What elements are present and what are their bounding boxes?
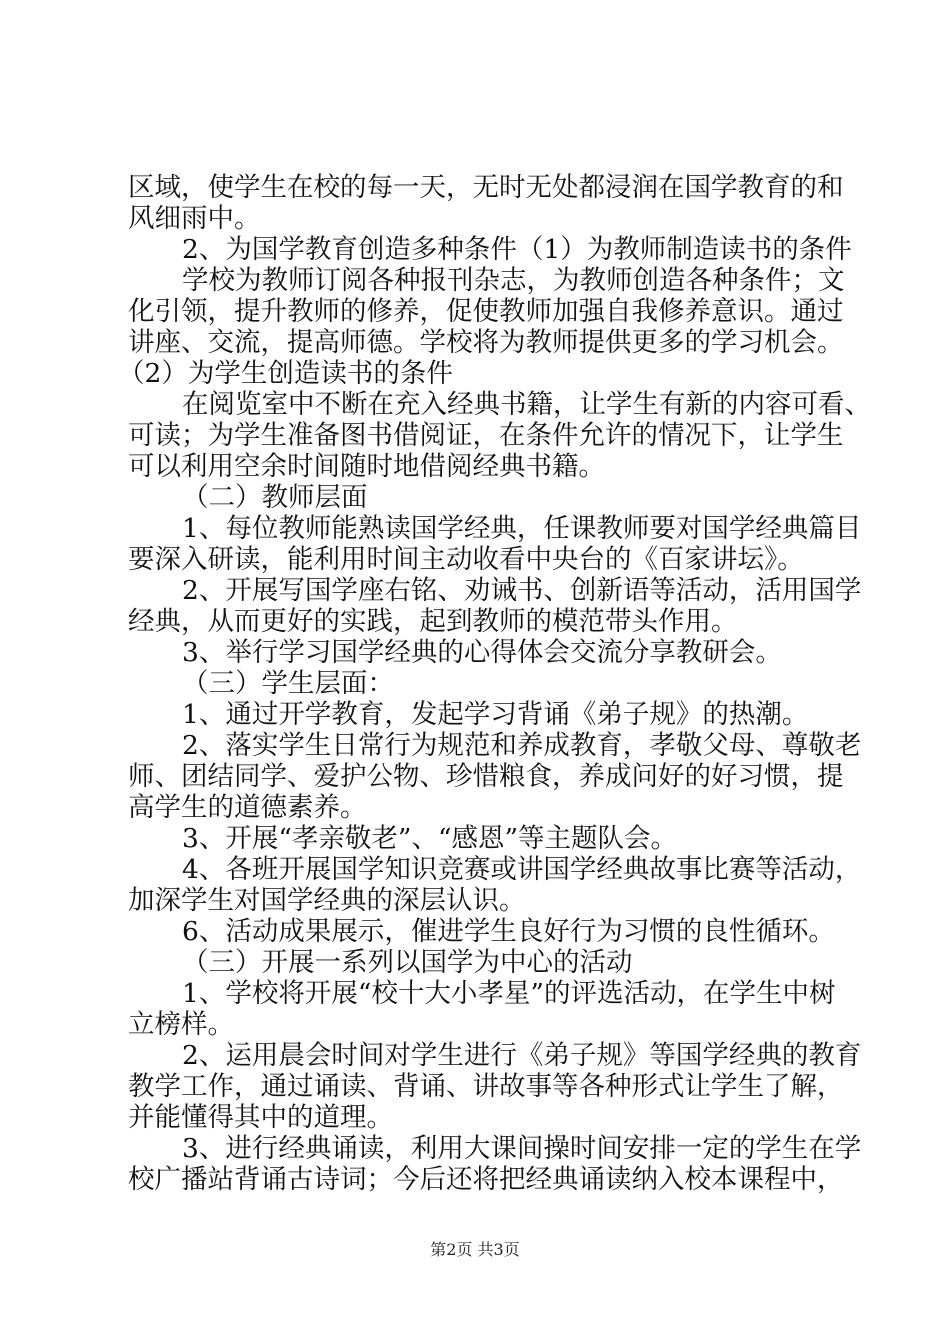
text-line: 高学生的道德素养。	[128, 792, 367, 823]
text-line: 6、活动成果展示，催进学生良好行为习惯的良性循环。	[182, 916, 835, 947]
text-line: 并能懂得其中的道理。	[128, 1102, 393, 1133]
text-line: 加深学生对国学经典的深层认识。	[128, 885, 526, 916]
text-line: 2、开展写国学座右铭、劝诫书、创新语等活动，活用国学	[182, 575, 862, 606]
document-body	[118, 172, 871, 1195]
text-line: 经典，从而更好的实践，起到教师的模范带头作用。	[128, 606, 738, 637]
text-line: 3、开展“孝亲敬老”、“感恩”等主题队会。	[182, 823, 678, 854]
text-line: 2、为国学教育创造多种条件（1）为教师制造读书的条件	[182, 234, 852, 265]
text-line: 在阅览室中不断在充入经典书籍，让学生有新的内容可看、	[182, 389, 871, 420]
text-line: 立榜样。	[128, 1009, 234, 1040]
text-line: 要深入研读，能利用时间主动收看中央台的《百家讲坛》。	[128, 544, 804, 575]
text-line: 2、运用晨会时间对学生进行《弟子规》等国学经典的教育	[182, 1040, 862, 1071]
text-line: （三）学生层面：	[182, 668, 394, 699]
text-line: 2、落实学生日常行为规范和养成教育，孝敬父母、尊敬老	[182, 730, 862, 761]
text-line: 3、举行学习国学经典的心得体会交流分享教研会。	[182, 637, 782, 668]
page-footer: 第2页 共3页	[430, 1240, 520, 1259]
text-line: 3、进行经典诵读，利用大课间操时间安排一定的学生在学	[182, 1133, 862, 1164]
text-line: 教学工作，通过诵读、背诵、讲故事等各种形式让学生了解，	[128, 1071, 844, 1102]
text-line: 区域，使学生在校的每一天，无时无处都浸润在国学教育的和	[128, 172, 844, 203]
text-line: 1、学校将开展“校十大小孝星”的评选活动，在学生中树	[182, 978, 836, 1009]
text-line: 1、通过开学教育，发起学习背诵《弟子规》的热潮。	[182, 699, 809, 730]
text-line: 可以利用空余时间随时地借阅经典书籍。	[128, 451, 605, 482]
text-line: （三）开展一系列以国学为中心的活动	[182, 947, 633, 978]
text-line: 师、团结同学、爱护公物、珍惜粮食，养成问好的好习惯，提	[128, 761, 844, 792]
text-line: （二）教师层面	[182, 482, 368, 513]
text-line: 1、每位教师能熟读国学经典，任课教师要对国学经典篇目	[182, 513, 862, 544]
text-line: （2）为学生创造读书的条件	[118, 358, 453, 389]
text-line: 化引领，提升教师的修养，促使教师加强自我修养意识。通过	[128, 296, 844, 327]
text-line: 风细雨中。	[128, 203, 261, 234]
text-line: 可读；为学生准备图书借阅证，在条件允许的情况下，让学生	[128, 420, 844, 451]
text-line: 校广播站背诵古诗词；今后还将把经典诵读纳入校本课程中，	[128, 1164, 844, 1195]
text-line: 4、各班开展国学知识竞赛或讲国学经典故事比赛等活动，	[182, 854, 862, 885]
text-line: 讲座、交流，提高师德。学校将为教师提供更多的学习机会。	[128, 327, 844, 358]
text-line: 学校为教师订阅各种报刊杂志，为教师创造各种条件；文	[182, 265, 845, 296]
